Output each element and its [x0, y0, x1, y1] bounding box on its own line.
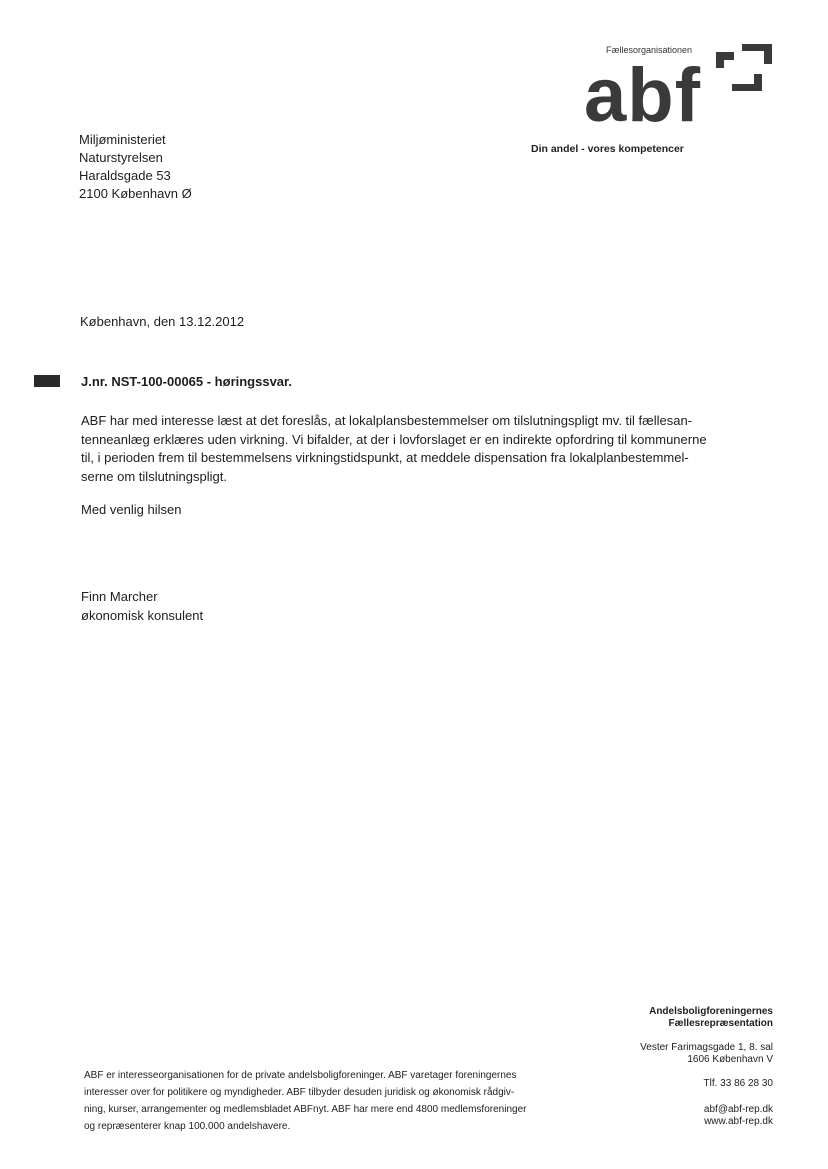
footer-address-line: 1606 København V	[687, 1054, 773, 1065]
footer-phone: Tlf. 33 86 28 30	[703, 1078, 773, 1089]
about-line: ABF er interesseorganisationen for de private andelsboligforeninger. ABF varetager foreningernes	[84, 1070, 517, 1081]
body-line: tenneanlæg erklæres uden virkning. Vi bifalder, at der i lovforslaget er en indirekte opfordring til kommunerne	[81, 431, 707, 447]
recipient-line: 2100 København Ø	[79, 186, 192, 201]
footer-email: abf@abf-rep.dk	[703, 1104, 773, 1115]
about-line: ning, kurser, arrangementer og medlemsbladet ABFnyt. ABF har mere end 4800 medlemsforeninger	[84, 1104, 527, 1115]
body-line: ABF har med interesse læst at det foreslås, at lokalplansbestemmelser om tilslutningspligt mv. til fællesan-	[81, 413, 693, 428]
footer-contact	[704, 1104, 773, 1128]
abf-logo: abf	[584, 53, 701, 138]
footer-address	[640, 1042, 773, 1066]
signer-title: økonomisk konsulent	[81, 608, 204, 623]
footer-address-line: Vester Farimagsgade 1, 8. sal	[640, 1042, 773, 1053]
recipient-line: Haraldsgade 53	[79, 168, 171, 183]
about-line: og repræsenterer knap 100.000 andelshavere.	[84, 1121, 291, 1132]
recipient-line: Naturstyrelsen	[79, 150, 163, 165]
footer-website: www.abf-rep.dk	[704, 1116, 773, 1127]
footer-org-name	[649, 1006, 773, 1030]
footer-org-line: Fællesrepræsentation	[668, 1018, 773, 1029]
body-line: serne om tilslutningspligt.	[81, 468, 227, 484]
date-line: København, den 13.12.2012	[80, 314, 245, 329]
tagline: Din andel - vores kompetencer	[531, 143, 684, 155]
signature-block	[81, 587, 203, 625]
logo-org-label: Fællesorganisationen	[606, 45, 693, 55]
letter-body	[81, 412, 731, 486]
signer-name: Finn Marcher	[81, 589, 158, 604]
logo-bracket-icon	[712, 40, 776, 96]
closing: Med venlig hilsen	[81, 502, 182, 517]
subject-line: J.nr. NST-100-00065 - høringssvar.	[81, 374, 292, 389]
margin-marker	[34, 375, 60, 387]
footer-about	[84, 1067, 604, 1135]
about-line: interesser over for politikere og myndigheder. ABF tilbyder desuden juridisk og økonomisk rådgiv-	[84, 1087, 515, 1098]
recipient-line: Miljøministeriet	[79, 132, 166, 147]
footer-org-line: Andelsboligforeningernes	[649, 1006, 773, 1017]
recipient-address	[79, 131, 192, 203]
body-line: til, i perioden frem til bestemmelsens virkningstidspunkt, at meddele dispensation fra lokalplanbestemmel-	[81, 450, 689, 465]
